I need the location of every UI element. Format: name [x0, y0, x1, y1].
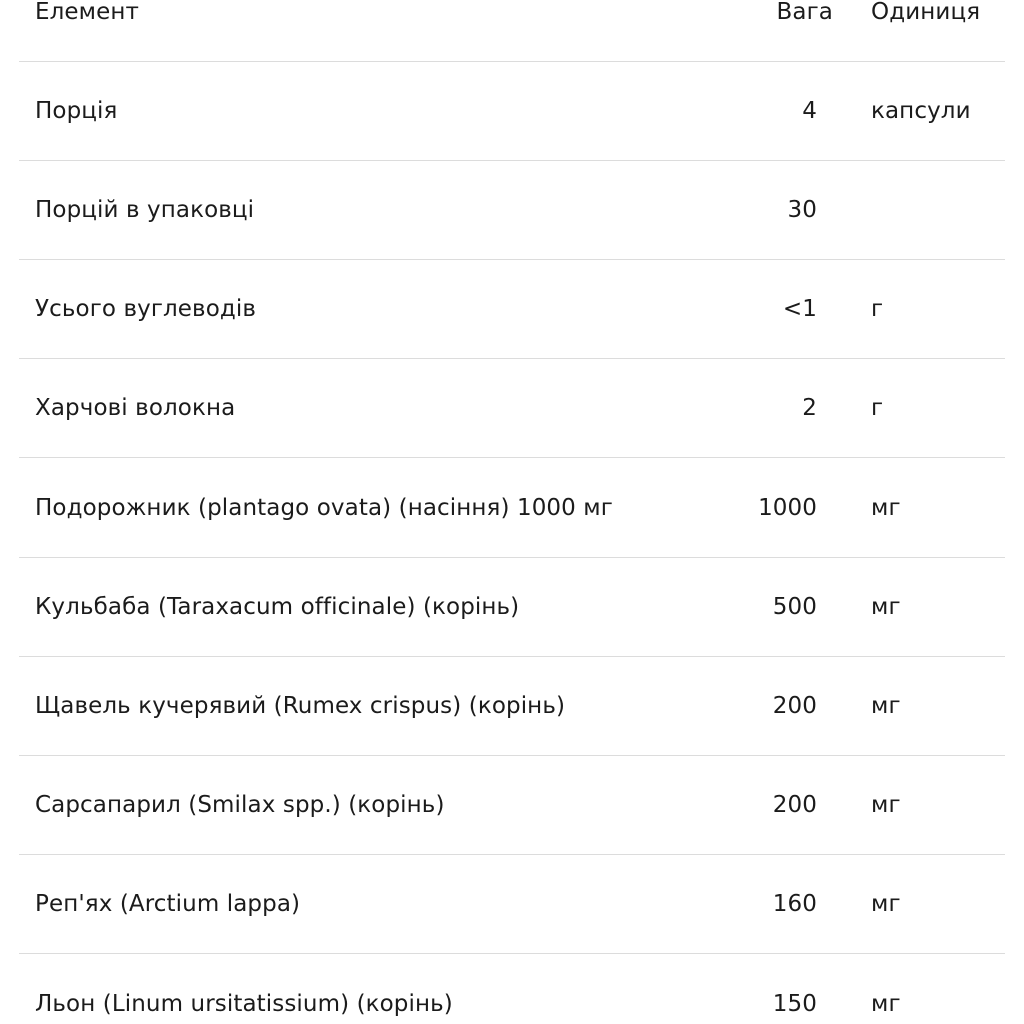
row-weight: 150 [772, 990, 817, 1017]
row-element: Щавель кучерявий (Rumex crispus) (корінь) [35, 693, 566, 719]
row-element: Льон (Linum ursitatissium) (корінь) [35, 990, 453, 1017]
row-unit: мг [871, 891, 901, 917]
row-unit: мг [871, 792, 901, 818]
table-row [19, 161, 1005, 260]
table-row [19, 558, 1005, 657]
row-element: Порція [35, 98, 118, 124]
row-element: Подорожник (plantago ovata) (насіння) 1000 мг [35, 495, 613, 521]
row-element: Порцій в упаковці [35, 197, 255, 223]
table-row [19, 459, 1005, 558]
row-weight: 2 [802, 395, 817, 421]
table-row [19, 855, 1005, 954]
row-unit: г [871, 296, 884, 322]
row-weight: 500 [772, 594, 817, 620]
row-unit: мг [871, 495, 901, 521]
header-weight: Вага [776, 0, 833, 25]
row-unit: мг [871, 594, 901, 620]
table-row [19, 954, 1005, 1024]
row-unit: капсули [871, 98, 971, 124]
row-weight: 200 [772, 792, 817, 818]
table-row [19, 62, 1005, 161]
row-weight: 1000 [758, 495, 817, 521]
header-unit: Одиниця [871, 0, 981, 25]
table-row [19, 756, 1005, 855]
row-unit: г [871, 395, 884, 421]
header-element: Елемент [35, 0, 140, 25]
row-element: Кульбаба (Taraxacum officinale) (корінь) [35, 594, 520, 620]
row-weight: 4 [802, 98, 817, 124]
table-row [19, 260, 1005, 359]
row-element: Харчові волокна [35, 395, 236, 421]
row-weight: <1 [782, 296, 817, 322]
row-unit: мг [871, 693, 901, 719]
row-element: Сарсапарил (Smilax spp.) (корінь) [35, 792, 445, 818]
row-weight: 200 [772, 693, 817, 719]
row-element: Реп'ях (Arctium lappa) [35, 891, 301, 917]
row-weight: 160 [772, 891, 817, 917]
row-weight: 30 [787, 197, 817, 223]
row-unit: мг [871, 990, 901, 1017]
table-row [19, 657, 1005, 756]
table-row [19, 359, 1005, 458]
row-element: Усього вуглеводів [35, 296, 257, 322]
table-header-row [19, 0, 1005, 62]
